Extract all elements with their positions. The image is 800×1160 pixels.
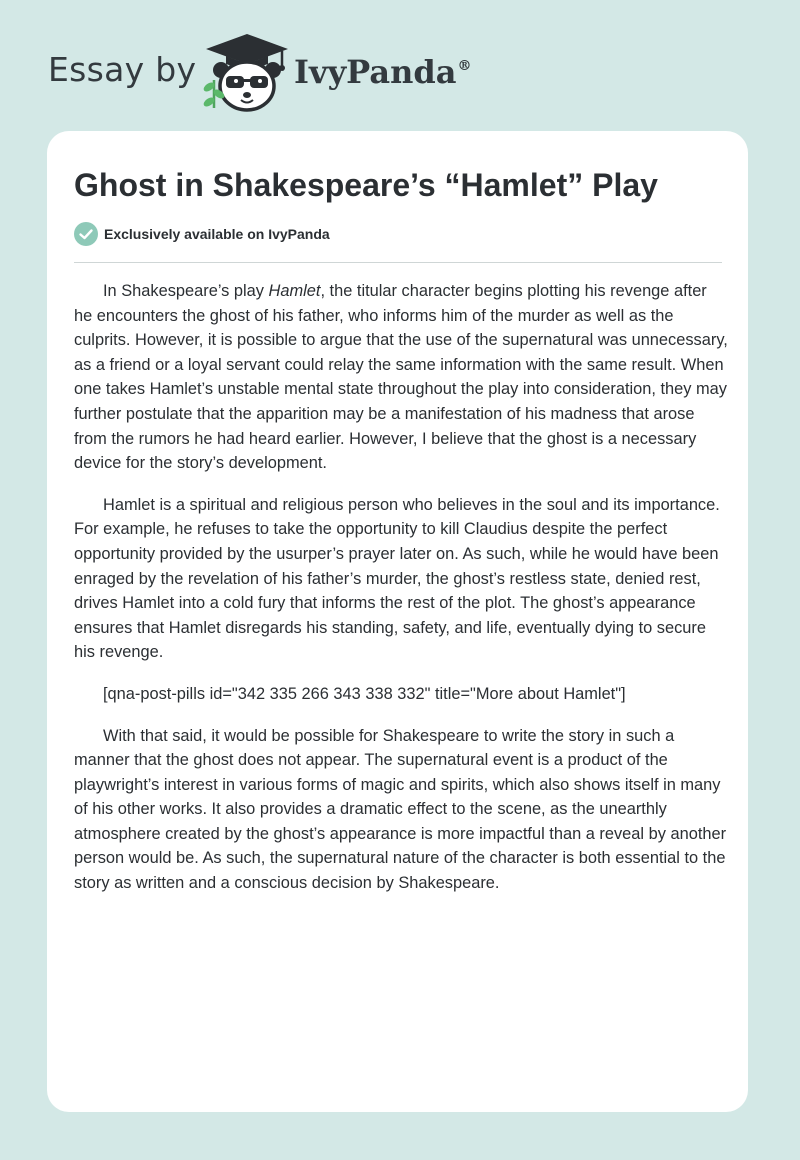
site-header xyxy=(0,0,800,130)
exclusive-label: Exclusively available on IvyPanda xyxy=(104,226,330,242)
essay-title: Ghost in Shakespeare’s “Hamlet” Play xyxy=(74,167,658,203)
paragraph: With that said, it would be possible for Shakespeare to write the story in such a manner that the ghost does not appear. The supernatural event is a product of the playwright’s interest in various forms of magic and spirits, which also shows itself in many of his other works. It also provides a dramatic effect to the scene, as the unearthly atmosphere created by the ghost’s appearance is more impactful than a reveal by another person would be. As such, the supernatural nature of the character is both essential to the story as written and a conscious decision by Shakespeare. xyxy=(74,726,727,893)
divider xyxy=(74,262,722,263)
brand-prefix: Essay by xyxy=(48,50,197,89)
shortcode-paragraph: [qna-post-pills id="342 335 266 343 338 332" title="More about Hamlet"] xyxy=(103,684,626,703)
check-circle-icon xyxy=(74,222,98,246)
essay-card xyxy=(47,131,748,1112)
play-title-italic: Hamlet xyxy=(268,282,321,300)
exclusive-badge xyxy=(74,222,330,246)
panda-graduate-logo-icon[interactable] xyxy=(200,32,294,112)
registered-mark: ® xyxy=(457,58,472,74)
brand-name[interactable]: IvyPanda® xyxy=(294,53,472,91)
essay-body xyxy=(74,279,729,913)
paragraph: In Shakespeare’s play Hamlet, the titular character begins plotting his revenge after he encounters the ghost of his father, who informs him of the murder as well as the culprits. However, it is possible to argue that the use of the supernatural was unnecessary, as a friend or a loyal servant could relay the same information with the same result. When one takes Hamlet’s unstable mental state throughout the play into consideration, they may further postulate that the apparition may be a manifestation of his madness that arose from the rumors he had heard earlier. However, I believe that the ghost is a necessary device for the story’s development. xyxy=(74,282,728,473)
paragraph: Hamlet is a spiritual and religious person who believes in the soul and its importance. For example, he refuses to take the opportunity to kill Claudius despite the perfect opportunity provided by the usurper’s prayer later on. As such, while he would have been enraged by the revelation of his father’s murder, the ghost’s restless state, denied rest, drives Hamlet into a cold fury that informs the rest of the plot. The ghost’s appearance ensures that Hamlet disregards his standing, safety, and life, eventually dying to secure his revenge. xyxy=(74,495,720,662)
